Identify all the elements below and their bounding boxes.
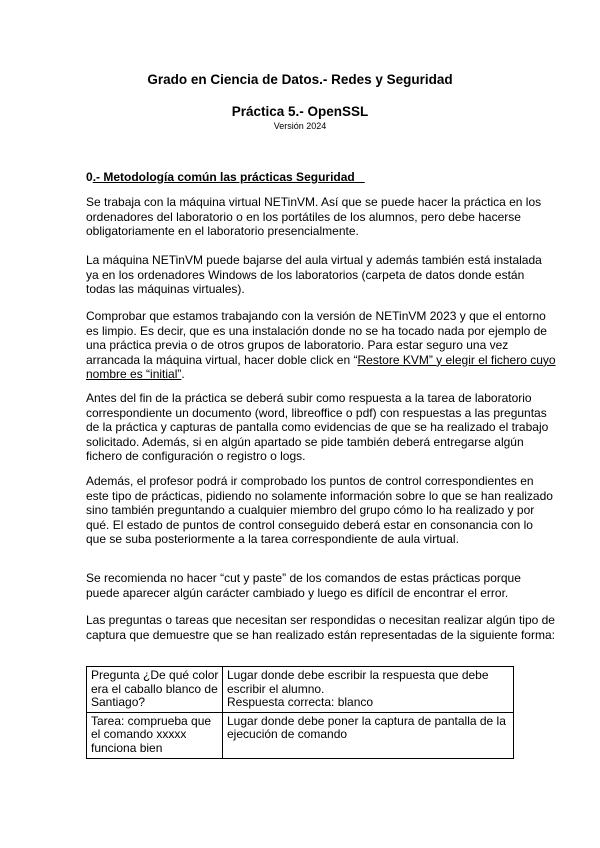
paragraph-3-text: Comprobar que estamos trabajando con la versión de NETinVM 2023 y que el entorno es limpio. Es decir, que es una instalación donde no se ha tocado nada por ejemplo de una práctica previa o de otros grupos de laboratorio. Para estar seguro una vez arrancada la máquina virtual, hacer doble click en “ — [86, 309, 547, 367]
paragraph-1: Se trabaja con la máquina virtual NETinVM. Así que se puede hacer la práctica en los ordenadores del laboratorio o en los portátiles de los alumnos, pero debe hacerse obligatoriamente en el laboratorio presencialmente. — [86, 195, 542, 239]
paragraph-3-end: . — [181, 367, 185, 382]
answer-cell — [223, 667, 514, 713]
qa-example-table — [86, 666, 514, 759]
correct-answer: Respuesta correcta: blanco — [227, 695, 374, 710]
table-row — [87, 667, 514, 713]
version-label: Versión 2024 — [273, 121, 327, 131]
screenshot-cell: Lugar donde debe poner la captura de pantalla de la ejecución de comando — [223, 712, 514, 758]
practice-title: Práctica 5.- OpenSSL — [231, 104, 369, 119]
section-title: .- Metodología común las prácticas Seguridad — [92, 170, 355, 184]
paragraph-5: Además, el profesor podrá ir comprobado los puntos de control correspondientes en este tipo de prácticas, pidiendo no solamente información sobre lo que se han realizado sino también preguntando a cualquier miembro del grupo cómo lo ha realizado y por qué. El estado de puntos de control conseguido deberá estar en consonancia con lo que se suba posteriormente a la tarea correspondiente de aula virtual. — [86, 474, 553, 547]
answer-instruction: Lugar donde debe escribir la respuesta que debe escribir el alumno. — [227, 668, 489, 696]
section-number: 0 — [86, 170, 93, 184]
paragraph-7: Las preguntas o tareas que necesitan ser respondidas o necesitan realizar algún tipo de captura que demuestre que se han realizado están representadas de la siguiente forma: — [86, 613, 555, 642]
section-heading — [86, 170, 365, 184]
paragraph-2: La máquina NETinVM puede bajarse del aula virtual y además también está instalada ya en los ordenadores Windows de los laboratorios (carpeta de datos donde están todas las máquinas virtuales). — [86, 253, 542, 297]
question-cell: Pregunta ¿De qué color era el caballo blanco de Santiago? — [87, 667, 223, 713]
course-title: Grado en Ciencia de Datos.- Redes y Seguridad — [147, 72, 453, 87]
table-row — [87, 712, 514, 758]
paragraph-6: Se recomienda no hacer “cut y paste” de los comandos de estas prácticas porque puede aparecer algún carácter cambiado y luego es difícil de encontrar el error. — [86, 571, 521, 600]
paragraph-3 — [86, 309, 556, 382]
restore-kvm-link[interactable]: Restore KVM” y elegir el fichero cuyo nombre es “initial” — [86, 352, 556, 382]
paragraph-4: Antes del fin de la práctica se deberá subir como respuesta a la tarea de laboratorio correspondiente un documento (word, libreoffice o pdf) con respuestas a las preguntas de la práctica y capturas de pantalla como evidencias de que se ha realizado el trabajo solicitado. Además, si en algún apartado se pide también deberá entregarse algún fichero de configuración o registro o logs. — [86, 391, 549, 464]
task-cell: Tarea: comprueba que el comando xxxxx funciona bien — [87, 712, 223, 758]
